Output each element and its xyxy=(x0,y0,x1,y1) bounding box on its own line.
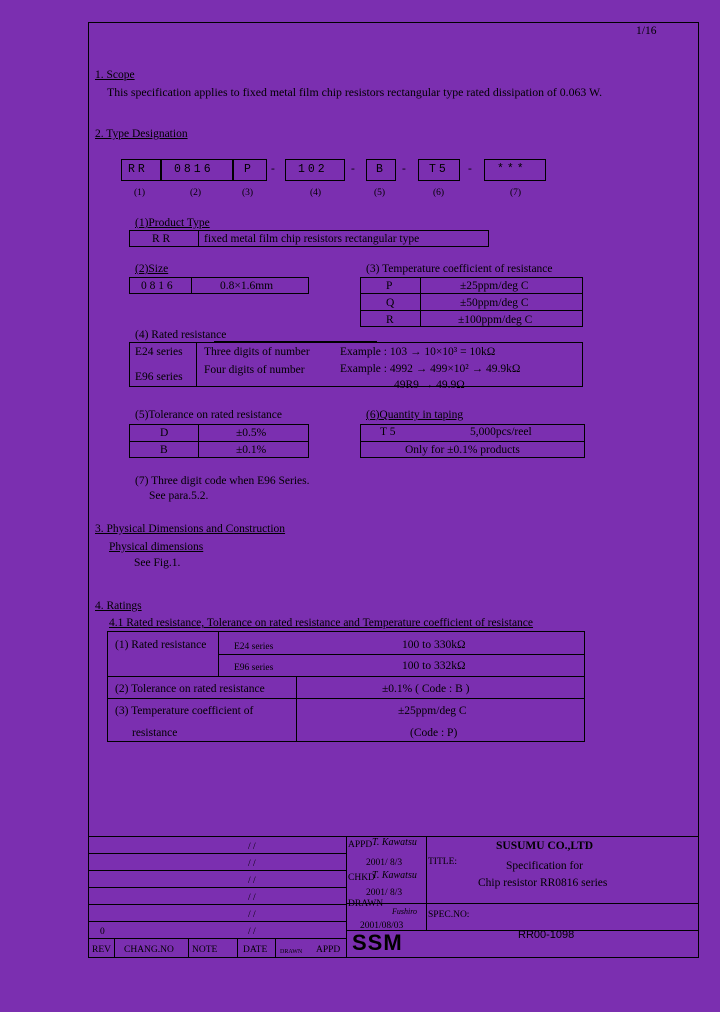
title-line-1: Specification for xyxy=(506,860,583,872)
tolerance-row-1-code: D xyxy=(160,427,169,439)
tcr-row-1-value: ±25ppm/deg C xyxy=(460,280,529,292)
rev-slash-4: / / xyxy=(248,893,256,903)
code-box-7: *** xyxy=(484,159,546,181)
physical-text: See Fig.1. xyxy=(134,557,181,569)
note7-line1: (7) Three digit code when E96 Series. xyxy=(135,475,310,487)
rr-row-1-series: E24 series xyxy=(135,346,183,358)
rr-row-2-desc: Four digits of number xyxy=(204,364,305,376)
product-type-desc: fixed metal film chip resistors rectangular type xyxy=(204,233,420,245)
tolerance-heading: (5)Tolerance on rated resistance xyxy=(135,409,283,421)
ratings-tcr-label-2: resistance xyxy=(132,727,178,739)
rr-row-2-example: Example : 4992 → 499×10² → 49.9kΩ xyxy=(340,363,521,375)
rev-slash-2: / / xyxy=(248,859,256,869)
code-box-4: 102 xyxy=(285,159,345,181)
chkd-date: 2001/ 8/3 xyxy=(366,888,403,898)
susumu-logo xyxy=(350,930,422,954)
code-box-5: B xyxy=(366,159,396,181)
code-label-7: (7) xyxy=(510,188,522,198)
code-box-6: T5 xyxy=(418,159,460,181)
ratings-tol-value: ±0.1% ( Code : B ) xyxy=(382,683,470,695)
ratings-e96-label: E96 series xyxy=(234,663,274,673)
rr-row-1-desc: Three digits of number xyxy=(204,346,310,358)
footer-chang: CHANG.NO xyxy=(124,945,174,955)
appd-date: 2001/ 8/3 xyxy=(366,858,403,868)
scope-text: This specification applies to fixed metal film chip resistors rectangular type rated dissipation of 0.063 W. xyxy=(107,85,603,99)
ratings-tcr-label-1: (3) Temperature coefficient of xyxy=(115,705,254,717)
appd-signature: T. Kawatsu xyxy=(372,837,417,848)
code-label-3: (3) xyxy=(242,188,254,198)
code-dash-1: - xyxy=(271,163,275,175)
rr-extra: 49R9 → 49.9Ω xyxy=(394,379,465,391)
code-dash-4: - xyxy=(468,163,472,175)
company-name: SUSUMU CO.,LTD xyxy=(496,840,594,852)
drawn-label: DRAWN xyxy=(348,899,384,909)
taping-heading: (6)Quantity in taping xyxy=(366,409,464,421)
code-label-5: (5) xyxy=(374,188,386,198)
footer-rev: REV xyxy=(92,945,111,955)
ratings-e24-value: 100 to 330kΩ xyxy=(402,639,466,651)
code-box-3: P xyxy=(233,159,267,181)
tolerance-row-2-code: B xyxy=(160,444,168,456)
page-number: 1/16 xyxy=(636,25,657,37)
appd-label: APPD xyxy=(348,840,373,850)
code-label-6: (6) xyxy=(433,188,445,198)
size-heading: (2)Size xyxy=(135,263,169,275)
rev-slash-1: / / xyxy=(248,842,256,852)
title-label: TITLE: xyxy=(428,857,458,867)
physical-subheading: Physical dimensions xyxy=(109,541,204,553)
size-code: 0 8 1 6 xyxy=(141,280,173,292)
ratings-e24-label: E24 series xyxy=(234,642,274,652)
title-line-2: Chip resistor RR0816 series xyxy=(478,877,608,889)
tolerance-row-2-value: ±0.1% xyxy=(236,444,267,456)
rev-zero: 0 xyxy=(100,927,105,937)
ratings-e96-value: 100 to 332kΩ xyxy=(402,660,466,672)
tcr-row-1-code: P xyxy=(386,280,393,292)
spec-label: SPEC.NO: xyxy=(428,910,470,920)
size-desc: 0.8×1.6mm xyxy=(220,280,274,292)
rev-slash-5: / / xyxy=(248,910,256,920)
ratings-tcr-value-1: ±25ppm/deg C xyxy=(398,705,467,717)
taping-note: Only for ±0.1% products xyxy=(405,444,520,456)
rr-row-1-example: Example : 103 → 10×10³ = 10kΩ xyxy=(340,346,496,358)
code-dash-3: - xyxy=(402,163,406,175)
code-label-4: (4) xyxy=(310,188,322,198)
ratings-rated-label: (1) Rated resistance xyxy=(115,639,207,651)
rev-slash-3: / / xyxy=(248,876,256,886)
rev-slash-6: / / xyxy=(248,927,256,937)
code-dash-2: - xyxy=(351,163,355,175)
taping-value: 5,000pcs/reel xyxy=(470,426,532,438)
code-box-2: 0816 xyxy=(161,159,233,181)
tcr-row-3-value: ±100ppm/deg C xyxy=(458,314,533,326)
footer-drawn: DRAWN xyxy=(280,949,303,955)
chkd-signature: T. Kawatsu xyxy=(372,870,417,881)
note7-line2: See para.5.2. xyxy=(149,490,209,502)
logo-text: SSM xyxy=(352,930,403,954)
taping-code: T 5 xyxy=(380,426,396,438)
rr-row-2-series: E96 series xyxy=(135,371,183,383)
code-box-1: RR xyxy=(121,159,161,181)
code-label-1: (1) xyxy=(134,188,146,198)
footer-note: NOTE xyxy=(192,945,218,955)
footer-appd: APPD xyxy=(316,945,341,955)
tcr-row-2-code: Q xyxy=(386,297,395,309)
drawn-signature: Fushiro xyxy=(392,907,418,916)
code-label-2: (2) xyxy=(190,188,202,198)
product-type-heading: (1)Product Type xyxy=(135,217,210,229)
spec-number: RR00-1098 xyxy=(518,929,575,941)
drawn-date: 2001/08/03 xyxy=(360,921,404,931)
rated-resistance-heading: (4) Rated resistance xyxy=(135,329,227,341)
product-type-code: R R xyxy=(152,233,171,245)
ratings-heading: 4. Ratings xyxy=(95,600,142,612)
tcr-heading: (3) Temperature coefficient of resistance xyxy=(366,263,553,275)
tcr-row-3-code: R xyxy=(386,314,394,326)
chkd-label: CHKD xyxy=(348,873,375,883)
ratings-subheading: 4.1 Rated resistance, Tolerance on rated resistance and Temperature coefficient of resistance xyxy=(109,617,534,629)
scope-heading: 1. Scope xyxy=(95,69,135,81)
type-designation-heading: 2. Type Designation xyxy=(95,128,188,140)
physical-heading: 3. Physical Dimensions and Construction xyxy=(95,523,286,535)
ratings-tcr-value-2: (Code : P) xyxy=(410,727,458,739)
tcr-row-2-value: ±50ppm/deg C xyxy=(460,297,529,309)
footer-date: DATE xyxy=(243,945,268,955)
tolerance-row-1-value: ±0.5% xyxy=(236,427,267,439)
ratings-tol-label: (2) Tolerance on rated resistance xyxy=(115,683,265,695)
